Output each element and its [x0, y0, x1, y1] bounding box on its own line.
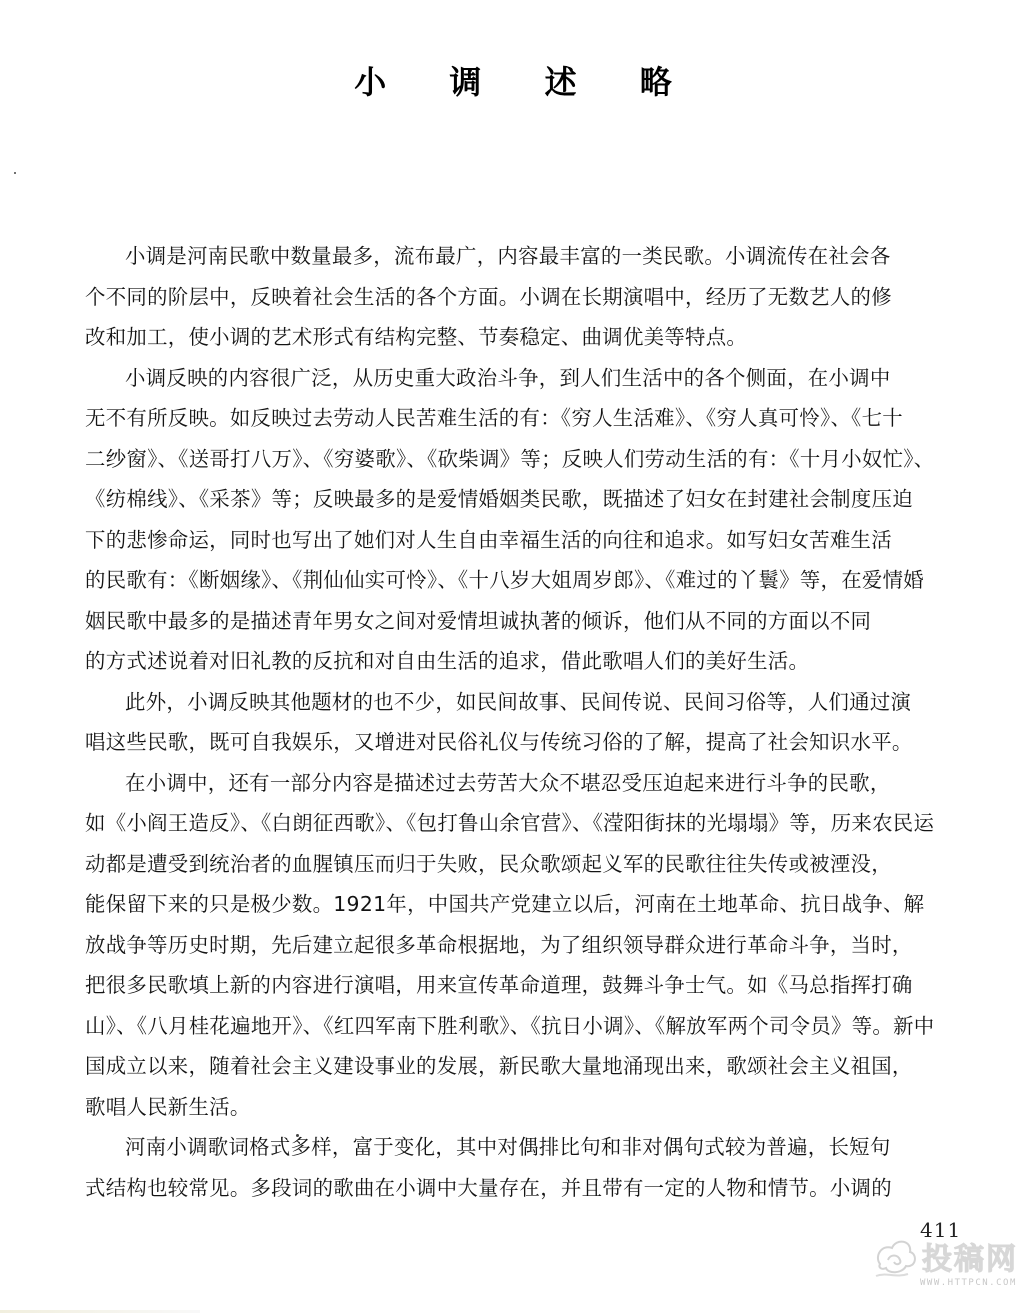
page-number: 411	[920, 1218, 962, 1242]
text-line: 如《小阎王造反》、《白朗征西歌》、《包打鲁山余官营》、《滢阳街抹的光塌塌》等，历来农民运	[85, 811, 935, 835]
text-line: 式结构也较常见。多段词的歌曲在小调中大量存在，并且带有一定的人物和情节。小调的	[85, 1175, 892, 1200]
text-line: 把很多民歌填上新的内容进行演唱，用来宣传革命道理，鼓舞斗争士气。如《马总指挥打确	[85, 973, 913, 997]
text-line: 《纺棉线》、《采茶》等；反映最多的是爱情婚姻类民歌，既描述了妇女在封建社会制度压迫	[85, 487, 913, 511]
text-line: 姻民歌中最多的是描述青年男女之间对爱情坦诚执著的倾诉，他们从不同的方面以不同	[85, 608, 872, 633]
text-line: 国成立以来，随着社会主义建设事业的发展，新民歌大量地涌现出来，歌颂社会主义祖国，	[85, 1054, 913, 1078]
scan-speck	[14, 172, 16, 174]
watermark	[872, 1232, 1022, 1302]
text-line: 能保留下来的只是极少数。1921年，中国共产党建立以后，河南在土地革命、抗日战争、解	[85, 892, 925, 916]
article-body	[85, 236, 975, 1208]
text-line: 此外，小调反映其他题材的也不少，如民间故事、民间传说、民间习俗等，人们通过演	[125, 689, 912, 714]
paragraph	[85, 682, 975, 763]
paragraph	[85, 1127, 975, 1208]
watermark-text: 投稿网	[922, 1242, 1018, 1277]
text-line: 的民歌有：《断姻缘》、《荆仙仙实可怜》、《十八岁大姐周岁郎》、《难过的丫鬟》等，在爱情婚	[85, 568, 924, 592]
paragraph	[85, 358, 975, 682]
text-line: 动都是遭受到统治者的血腥镇压而归于失败，民众歌颂起义军的民歌往往失传或被湮没，	[85, 851, 892, 876]
text-line: 二纱窗》、《送哥打八万》、《穷婆歌》、《砍柴调》等；反映人们劳动生活的有：《十月小奴忙》、	[85, 446, 935, 471]
text-line: 改和加工，使小调的艺术形式有结构完整、节奏稳定、曲调优美等特点。	[85, 325, 748, 349]
text-line: 小调是河南民歌中数量最多，流布最广，内容最丰富的一类民歌。小调流传在社会各	[125, 244, 891, 268]
text-line: 河南小调歌词格式多样，富于变化，其中对偶排比句和非对偶句式较为普遍，长短句	[125, 1135, 891, 1159]
text-line: 下的悲惨命运，同时也写出了她们对人生自由幸福生活的向往和追求。如写妇女苦难生活	[85, 527, 892, 552]
scan-edge	[0, 1310, 200, 1313]
cloud-swirl-icon	[872, 1234, 920, 1282]
text-line: 小调反映的内容很广泛，从历史重大政治斗争，到人们生活中的各个侧面，在小调中	[125, 365, 891, 390]
text-line: 放战争等历史时期，先后建立起很多革命根据地，为了组织领导群众进行革命斗争，当时，	[85, 932, 913, 957]
paragraph	[85, 236, 975, 358]
text-line: 个不同的阶层中，反映着社会生活的各个方面。小调在长期演唱中，经历了无数艺人的修	[85, 284, 892, 309]
watermark-url: WWW.HTTPCN.COM	[920, 1278, 1017, 1288]
page-title: 小 调 述 略	[354, 63, 698, 102]
text-line: 歌唱人民新生活。	[85, 1094, 251, 1119]
text-line: 唱这些民歌，既可自我娱乐，又增进对民俗礼仪与传统习俗的了解，提高了社会知识水平。	[85, 730, 913, 754]
text-line: 在小调中，还有一部分内容是描述过去劳苦大众不堪忍受压迫起来进行斗争的民歌，	[125, 770, 891, 795]
text-line: 的方式述说着对旧礼教的反抗和对自由生活的追求，借此歌唱人们的美好生活。	[85, 649, 810, 673]
text-line: 山》、《八月桂花遍地开》、《红四军南下胜利歌》、《抗日小调》、《解放军两个司令员》等。新中	[85, 1013, 935, 1038]
text-line: 无不有所反映。如反映过去劳动人民苦难生活的有：《穷人生活难》、《穷人真可怜》、《七十	[85, 406, 904, 430]
paragraph	[85, 763, 975, 1128]
